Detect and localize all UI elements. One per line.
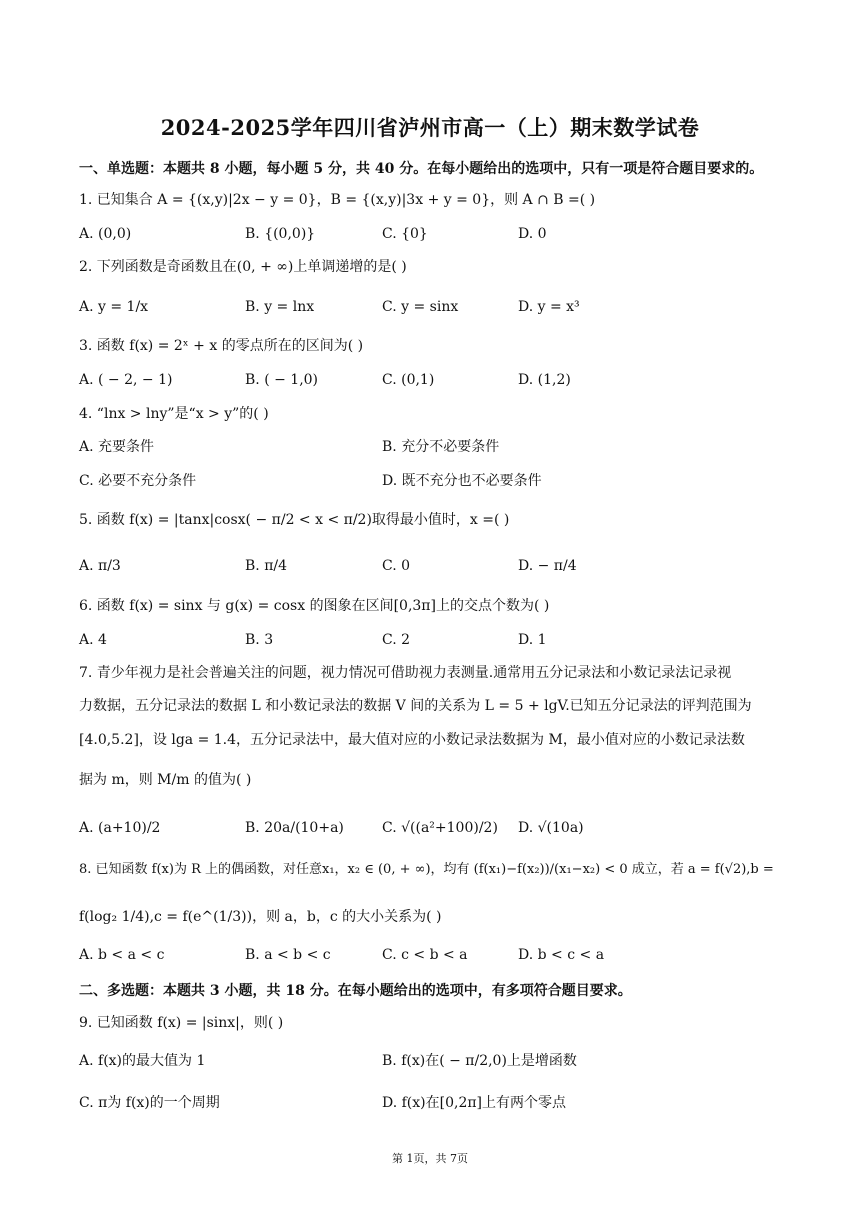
question-6-stem: 6. 函数 f(x) = sinx 与 g(x) = cosx 的图象在区间[0,3π]上的交点个数为( ) [79, 598, 550, 614]
question-4-option-a: A. 充要条件 [79, 439, 155, 455]
question-2-option-b: B. y = lnx [245, 299, 315, 315]
question-9-option-c: C. π为 f(x)的一个周期 [79, 1095, 220, 1111]
question-2-stem: 2. 下列函数是奇函数且在(0, + ∞)上单调递增的是( ) [79, 259, 407, 275]
question-5-option-b: B. π/4 [245, 558, 288, 574]
question-2-option-d: D. y = x³ [518, 299, 580, 315]
question-7-stem-line-3: [4.0,5.2]，设 lga = 1.4，五分记录法中，最大值对应的小数记录法数据为 M，最小值对应的小数记录法数 [79, 732, 745, 748]
question-8-option-c: C. c < b < a [382, 947, 468, 963]
question-4-stem: 4. “lnx > lny”是“x > y”的( ) [79, 406, 269, 422]
question-9-option-a: A. f(x)的最大值为 1 [79, 1053, 206, 1069]
question-1-stem: 1. 已知集合 A = {(x,y)|2x − y = 0}，B = {(x,y)|3x + y = 0}，则 A ∩ B =( ) [79, 192, 596, 208]
page-title: 2024-2025学年四川省泸州市高一（上）期末数学试卷 [160, 115, 700, 140]
question-5-option-d: D. − π/4 [518, 558, 577, 574]
question-7-option-b: B. 20a/(10+a) [245, 820, 344, 836]
question-1-option-d: D. 0 [518, 226, 547, 242]
question-5-option-c: C. 0 [382, 558, 411, 574]
question-3-option-a: A. ( − 2, − 1) [79, 372, 173, 388]
question-6-option-c: C. 2 [382, 632, 411, 648]
question-8-stem-line-1: 8. 已知函数 f(x)为 R 上的偶函数，对任意x₁，x₂ ∈ (0, + ∞)，均有 (f(x₁)−f(x₂))/(x₁−x₂) < 0 成立，若 a = f(√2),b = [79, 862, 774, 877]
question-6-option-d: D. 1 [518, 632, 547, 648]
question-2-option-a: A. y = 1/x [79, 299, 149, 315]
question-1-option-a: A. (0,0) [79, 226, 132, 242]
question-7-stem-line-2: 力数据，五分记录法的数据 L 和小数记录法的数据 V 间的关系为 L = 5 + lgV.已知五分记录法的评判范围为 [79, 698, 752, 714]
question-6-option-b: B. 3 [245, 632, 274, 648]
page-footer: 第 1页，共 7页 [392, 1152, 468, 1165]
question-9-option-b: B. f(x)在( − π/2,0)上是增函数 [382, 1053, 577, 1069]
question-8-option-d: D. b < c < a [518, 947, 605, 963]
question-4-option-c: C. 必要不充分条件 [79, 473, 197, 489]
question-7-option-a: A. (a+10)/2 [79, 820, 161, 836]
question-8-option-a: A. b < a < c [79, 947, 165, 963]
question-8-option-b: B. a < b < c [245, 947, 331, 963]
question-3-option-d: D. (1,2) [518, 372, 571, 388]
question-2-option-c: C. y = sinx [382, 299, 459, 315]
question-7-option-d: D. √(10a) [518, 820, 584, 836]
question-6-option-a: A. 4 [79, 632, 107, 648]
question-5-option-a: A. π/3 [79, 558, 121, 574]
question-7-stem-line-4: 据为 m，则 M/m 的值为( ) [79, 772, 252, 788]
question-7-option-c: C. √((a²+100)/2) [382, 820, 498, 836]
question-1-option-b: B. {(0,0)} [245, 226, 316, 242]
question-4-option-b: B. 充分不必要条件 [382, 439, 500, 455]
question-3-option-b: B. ( − 1,0) [245, 372, 319, 388]
question-1-option-c: C. {0} [382, 226, 428, 242]
question-3-stem: 3. 函数 f(x) = 2ˣ + x 的零点所在的区间为( ) [79, 338, 364, 354]
question-4-option-d: D. 既不充分也不必要条件 [382, 473, 542, 489]
section-heading-single-choice: 一、单选题：本题共 8 小题，每小题 5 分，共 40 分。在每小题给出的选项中，只有一项是符合题目要求的。 [79, 161, 764, 177]
question-7-stem-line-1: 7. 青少年视力是社会普遍关注的问题，视力情况可借助视力表测量.通常用五分记录法和小数记录法记录视 [79, 665, 732, 681]
section-heading-multiple-choice: 二、多选题：本题共 3 小题，共 18 分。在每小题给出的选项中，有多项符合题目要求。 [79, 983, 632, 999]
question-8-stem-line-2: f(log₂ 1/4),c = f(e^(1/3))，则 a，b，c 的大小关系为( ) [79, 909, 442, 925]
question-9-stem: 9. 已知函数 f(x) = |sinx|，则( ) [79, 1015, 284, 1031]
question-9-option-d: D. f(x)在[0,2π]上有两个零点 [382, 1095, 567, 1111]
question-5-stem: 5. 函数 f(x) = |tanx|cosx( − π/2 < x < π/2)取得最小值时，x =( ) [79, 512, 510, 528]
question-3-option-c: C. (0,1) [382, 372, 435, 388]
